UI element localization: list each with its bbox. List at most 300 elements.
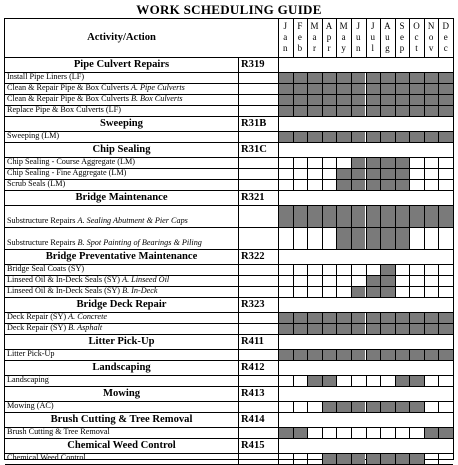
month-header-letter: p xyxy=(399,43,405,53)
month-divider xyxy=(409,94,410,105)
unscheduled-month-cell xyxy=(308,402,322,412)
month-divider xyxy=(395,323,396,334)
section-code: R323 xyxy=(241,299,265,310)
activity-text: Clean & Repair Pipe & Box Culverts xyxy=(7,94,131,103)
unscheduled-month-cell xyxy=(308,169,322,179)
month-divider xyxy=(307,105,308,116)
scheduled-month-cell xyxy=(337,106,351,116)
page-title: WORK SCHEDULING GUIDE xyxy=(136,2,322,17)
scheduled-month-cell xyxy=(396,350,410,360)
scheduled-month-cell xyxy=(308,313,322,323)
unscheduled-month-cell xyxy=(439,276,453,286)
unscheduled-month-cell xyxy=(308,180,322,190)
month-divider xyxy=(366,227,367,249)
month-divider xyxy=(278,227,279,249)
month-divider xyxy=(336,312,337,323)
scheduled-month-cell xyxy=(323,132,337,142)
month-divider xyxy=(380,275,381,286)
month-divider xyxy=(424,179,425,190)
month-divider xyxy=(438,401,439,412)
month-divider xyxy=(409,453,410,464)
activity-text: Clean & Repair Pipe & Box Culverts xyxy=(7,83,131,92)
month-divider xyxy=(322,94,323,105)
section-code: R31B xyxy=(241,118,267,129)
scheduled-month-cell xyxy=(396,169,410,179)
month-header-letter: u xyxy=(370,32,376,42)
scheduled-month-cell xyxy=(367,158,381,168)
month-header-letter: e xyxy=(443,32,448,42)
month-divider xyxy=(395,349,396,360)
unscheduled-month-cell xyxy=(279,454,293,464)
month-divider xyxy=(424,323,425,334)
code-divider xyxy=(238,360,239,375)
activity-label xyxy=(7,72,237,82)
section-title: Chemical Weed Control xyxy=(67,440,176,451)
unscheduled-month-cell xyxy=(323,265,337,275)
month-divider xyxy=(336,131,337,142)
month-divider xyxy=(438,227,439,249)
month-divider xyxy=(395,205,396,227)
month-divider xyxy=(278,375,279,386)
month-divider xyxy=(278,264,279,275)
month-divider xyxy=(278,453,279,464)
month-divider xyxy=(293,168,294,179)
month-divider xyxy=(438,453,439,464)
month-divider xyxy=(307,94,308,105)
unscheduled-month-cell xyxy=(352,265,366,275)
month-divider xyxy=(366,323,367,334)
month-divider xyxy=(380,401,381,412)
month-divider xyxy=(278,401,279,412)
month-divider xyxy=(278,94,279,105)
unscheduled-month-cell xyxy=(323,228,337,249)
month-divider xyxy=(380,179,381,190)
scheduled-month-cell xyxy=(367,132,381,142)
unscheduled-month-cell xyxy=(279,376,293,386)
month-divider xyxy=(278,312,279,323)
scheduled-month-cell xyxy=(367,287,381,297)
month-divider xyxy=(351,264,352,275)
unscheduled-month-cell xyxy=(294,169,308,179)
scheduled-month-cell xyxy=(381,132,395,142)
scheduled-month-cell xyxy=(367,228,381,249)
month-divider xyxy=(293,157,294,168)
unscheduled-month-cell xyxy=(396,265,410,275)
month-header-letter: O xyxy=(413,21,420,31)
month-divider xyxy=(351,168,352,179)
month-header-letter: J xyxy=(283,21,288,31)
scheduled-month-cell xyxy=(439,428,453,438)
unscheduled-month-cell xyxy=(381,428,395,438)
scheduled-month-cell xyxy=(337,169,351,179)
activity-text: Replace Pipe & Box Culverts (LF) xyxy=(7,105,121,114)
unscheduled-month-cell xyxy=(439,287,453,297)
scheduled-month-cell xyxy=(439,313,453,323)
month-divider xyxy=(293,179,294,190)
scheduled-month-cell xyxy=(308,106,322,116)
activity-text: Landscaping xyxy=(7,375,49,384)
scheduled-month-cell xyxy=(381,265,395,275)
unscheduled-month-cell xyxy=(279,402,293,412)
scheduled-month-cell xyxy=(396,454,410,464)
month-divider xyxy=(380,312,381,323)
activity-text: Mowing (AC) xyxy=(7,401,54,410)
scheduled-month-cell xyxy=(308,376,322,386)
scheduled-month-cell xyxy=(367,402,381,412)
unscheduled-month-cell xyxy=(294,287,308,297)
month-divider xyxy=(278,275,279,286)
month-divider xyxy=(395,94,396,105)
month-divider xyxy=(380,375,381,386)
unscheduled-month-cell xyxy=(367,428,381,438)
code-divider xyxy=(238,131,239,142)
month-divider xyxy=(366,349,367,360)
scheduled-month-cell xyxy=(381,106,395,116)
unscheduled-month-cell xyxy=(439,265,453,275)
section-code: R415 xyxy=(241,440,265,451)
activity-label xyxy=(7,238,237,248)
month-divider xyxy=(278,205,279,227)
month-divider xyxy=(366,157,367,168)
activity-text: Chip Sealing - Course Aggregate (LM) xyxy=(7,157,136,166)
scheduled-month-cell xyxy=(352,206,366,227)
activity-label xyxy=(7,168,237,178)
unscheduled-month-cell xyxy=(279,158,293,168)
code-divider xyxy=(238,453,239,464)
month-divider xyxy=(336,375,337,386)
month-divider xyxy=(307,323,308,334)
scheduled-month-cell xyxy=(425,106,439,116)
scheduled-month-cell xyxy=(381,180,395,190)
month-divider xyxy=(424,349,425,360)
month-header-letter: y xyxy=(341,43,346,53)
code-divider xyxy=(238,205,239,227)
month-divider xyxy=(424,375,425,386)
month-divider xyxy=(278,116,279,131)
scheduled-month-cell xyxy=(352,228,366,249)
scheduled-month-cell xyxy=(308,324,322,334)
month-divider xyxy=(438,94,439,105)
activity-label xyxy=(7,349,237,359)
scheduled-month-cell xyxy=(396,158,410,168)
month-divider xyxy=(336,168,337,179)
unscheduled-month-cell xyxy=(439,402,453,412)
month-divider xyxy=(293,349,294,360)
unscheduled-month-cell xyxy=(425,228,439,249)
month-divider xyxy=(278,249,279,264)
scheduled-month-cell xyxy=(396,180,410,190)
activity-label xyxy=(7,323,237,333)
scheduled-month-cell xyxy=(410,324,424,334)
unscheduled-month-cell xyxy=(439,228,453,249)
month-header-letter: D xyxy=(442,21,449,31)
section-title: Chip Sealing xyxy=(92,144,151,155)
month-divider xyxy=(424,275,425,286)
month-divider xyxy=(351,401,352,412)
month-divider xyxy=(424,427,425,438)
month-divider xyxy=(278,179,279,190)
scheduled-month-cell xyxy=(279,206,293,227)
month-divider xyxy=(380,94,381,105)
scheduled-month-cell xyxy=(410,95,424,105)
month-divider xyxy=(438,205,439,227)
section-code: R319 xyxy=(241,59,265,70)
section-title: Pipe Culvert Repairs xyxy=(73,59,170,70)
month-header-divider xyxy=(278,19,279,57)
scheduled-month-cell xyxy=(396,95,410,105)
month-divider xyxy=(424,72,425,83)
month-divider xyxy=(336,227,337,249)
code-divider xyxy=(238,116,239,131)
scheduled-month-cell xyxy=(439,95,453,105)
scheduled-month-cell xyxy=(367,169,381,179)
month-divider xyxy=(322,264,323,275)
month-divider xyxy=(322,323,323,334)
scheduled-month-cell xyxy=(337,95,351,105)
activity-label xyxy=(7,312,237,322)
unscheduled-month-cell xyxy=(294,276,308,286)
scheduled-month-cell xyxy=(425,206,439,227)
scheduled-month-cell xyxy=(308,84,322,94)
section-code: R321 xyxy=(241,192,265,203)
unscheduled-month-cell xyxy=(337,276,351,286)
month-divider xyxy=(293,453,294,464)
unscheduled-month-cell xyxy=(323,158,337,168)
month-divider xyxy=(293,275,294,286)
month-divider xyxy=(307,72,308,83)
month-divider xyxy=(366,312,367,323)
scheduled-month-cell xyxy=(294,73,308,83)
code-divider xyxy=(238,142,239,157)
scheduled-month-cell xyxy=(381,402,395,412)
month-divider xyxy=(293,227,294,249)
month-header-letter: a xyxy=(312,32,317,42)
scheduled-month-cell xyxy=(337,350,351,360)
month-divider xyxy=(409,131,410,142)
month-divider xyxy=(438,275,439,286)
code-divider xyxy=(238,72,239,83)
month-divider xyxy=(293,312,294,323)
month-divider xyxy=(351,83,352,94)
month-divider xyxy=(307,205,308,227)
month-divider xyxy=(322,427,323,438)
scheduled-month-cell xyxy=(410,313,424,323)
month-divider xyxy=(438,349,439,360)
code-divider xyxy=(238,323,239,334)
month-divider xyxy=(409,205,410,227)
month-divider xyxy=(336,401,337,412)
scheduled-month-cell xyxy=(294,350,308,360)
month-divider xyxy=(278,72,279,83)
month-header-letter: o xyxy=(428,32,434,42)
code-divider xyxy=(238,227,239,249)
activity-text: Scrub Seals (LM) xyxy=(7,179,66,188)
month-divider xyxy=(307,401,308,412)
scheduled-month-cell xyxy=(381,158,395,168)
month-header-letter: F xyxy=(297,21,303,31)
month-divider xyxy=(351,72,352,83)
activity-text: Substructure Repairs xyxy=(7,238,78,247)
month-header-letter: e xyxy=(297,32,302,42)
unscheduled-month-cell xyxy=(439,454,453,464)
month-divider xyxy=(380,227,381,249)
code-divider xyxy=(238,190,239,205)
section-code: R414 xyxy=(241,414,265,425)
month-divider xyxy=(293,94,294,105)
month-divider xyxy=(278,190,279,205)
month-divider xyxy=(424,312,425,323)
scheduled-month-cell xyxy=(396,376,410,386)
code-divider xyxy=(238,275,239,286)
activity-subtype: A. Sealing Abutment & Pier Caps xyxy=(77,216,188,225)
month-divider xyxy=(395,312,396,323)
activity-text: Linseed Oil & In-Deck Seals (SY) xyxy=(7,275,123,284)
unscheduled-month-cell xyxy=(308,276,322,286)
scheduled-month-cell xyxy=(337,454,351,464)
month-header-divider xyxy=(409,19,410,57)
scheduled-month-cell xyxy=(381,276,395,286)
scheduled-month-cell xyxy=(396,73,410,83)
month-divider xyxy=(380,168,381,179)
unscheduled-month-cell xyxy=(439,158,453,168)
scheduled-month-cell xyxy=(410,84,424,94)
unscheduled-month-cell xyxy=(294,180,308,190)
code-divider xyxy=(238,264,239,275)
month-divider xyxy=(351,94,352,105)
activity-label xyxy=(7,157,237,167)
scheduled-month-cell xyxy=(410,376,424,386)
month-divider xyxy=(395,131,396,142)
month-divider xyxy=(322,312,323,323)
unscheduled-month-cell xyxy=(323,287,337,297)
month-header-divider xyxy=(424,19,425,57)
code-divider xyxy=(238,105,239,116)
month-header-letter: b xyxy=(297,43,303,53)
unscheduled-month-cell xyxy=(337,158,351,168)
code-divider xyxy=(238,249,239,264)
month-divider xyxy=(278,57,279,72)
code-divider xyxy=(238,297,239,312)
month-divider xyxy=(293,323,294,334)
month-divider xyxy=(395,275,396,286)
scheduled-month-cell xyxy=(396,206,410,227)
scheduled-month-cell xyxy=(352,402,366,412)
month-divider xyxy=(424,105,425,116)
month-header-divider xyxy=(438,19,439,57)
month-divider xyxy=(395,227,396,249)
month-divider xyxy=(409,275,410,286)
activity-column-header: Activity/Action xyxy=(87,32,156,43)
unscheduled-month-cell xyxy=(410,228,424,249)
unscheduled-month-cell xyxy=(294,265,308,275)
month-divider xyxy=(351,375,352,386)
month-divider xyxy=(351,312,352,323)
scheduled-month-cell xyxy=(294,95,308,105)
scheduled-month-cell xyxy=(352,454,366,464)
unscheduled-month-cell xyxy=(279,265,293,275)
section-title: Bridge Deck Repair xyxy=(76,299,167,310)
month-divider xyxy=(351,427,352,438)
month-divider xyxy=(380,72,381,83)
month-divider xyxy=(336,349,337,360)
scheduled-month-cell xyxy=(352,350,366,360)
code-divider xyxy=(238,157,239,168)
scheduled-month-cell xyxy=(337,206,351,227)
scheduled-month-cell xyxy=(367,84,381,94)
scheduled-month-cell xyxy=(367,313,381,323)
scheduled-month-cell xyxy=(425,73,439,83)
activity-label xyxy=(7,286,237,296)
unscheduled-month-cell xyxy=(279,169,293,179)
month-divider xyxy=(307,427,308,438)
month-divider xyxy=(366,401,367,412)
month-divider xyxy=(438,286,439,297)
scheduled-month-cell xyxy=(323,84,337,94)
month-divider xyxy=(322,349,323,360)
code-divider xyxy=(238,168,239,179)
unscheduled-month-cell xyxy=(396,287,410,297)
activity-text: Chemical Weed Control xyxy=(7,453,86,462)
month-header-letter: e xyxy=(399,32,404,42)
scheduled-month-cell xyxy=(279,132,293,142)
scheduled-month-cell xyxy=(425,95,439,105)
month-divider xyxy=(438,375,439,386)
month-divider xyxy=(424,227,425,249)
month-divider xyxy=(293,427,294,438)
scheduled-month-cell xyxy=(337,132,351,142)
scheduled-month-cell xyxy=(367,276,381,286)
month-divider xyxy=(438,179,439,190)
month-divider xyxy=(424,131,425,142)
month-divider xyxy=(380,83,381,94)
month-divider xyxy=(307,312,308,323)
month-divider xyxy=(336,179,337,190)
unscheduled-month-cell xyxy=(410,180,424,190)
month-divider xyxy=(307,83,308,94)
activity-subtype: B. In-Deck xyxy=(122,286,158,295)
code-divider xyxy=(238,438,239,453)
month-divider xyxy=(322,179,323,190)
scheduled-month-cell xyxy=(279,73,293,83)
month-divider xyxy=(409,83,410,94)
month-header-letter: u xyxy=(385,32,390,42)
month-divider xyxy=(307,349,308,360)
scheduled-month-cell xyxy=(410,132,424,142)
month-header-divider xyxy=(351,19,352,57)
scheduled-month-cell xyxy=(367,95,381,105)
month-divider xyxy=(278,386,279,401)
month-divider xyxy=(293,401,294,412)
month-divider xyxy=(438,264,439,275)
month-divider xyxy=(409,168,410,179)
scheduled-month-cell xyxy=(367,324,381,334)
month-header-letter: r xyxy=(327,43,331,53)
scheduled-month-cell xyxy=(381,95,395,105)
month-divider xyxy=(366,286,367,297)
scheduled-month-cell xyxy=(425,324,439,334)
scheduled-month-cell xyxy=(396,313,410,323)
month-divider xyxy=(409,105,410,116)
month-divider xyxy=(307,168,308,179)
section-title: Litter Pick-Up xyxy=(88,336,155,347)
month-divider xyxy=(366,453,367,464)
unscheduled-month-cell xyxy=(396,276,410,286)
scheduled-month-cell xyxy=(294,106,308,116)
month-divider xyxy=(322,275,323,286)
month-divider xyxy=(293,205,294,227)
scheduled-month-cell xyxy=(323,324,337,334)
month-divider xyxy=(395,264,396,275)
